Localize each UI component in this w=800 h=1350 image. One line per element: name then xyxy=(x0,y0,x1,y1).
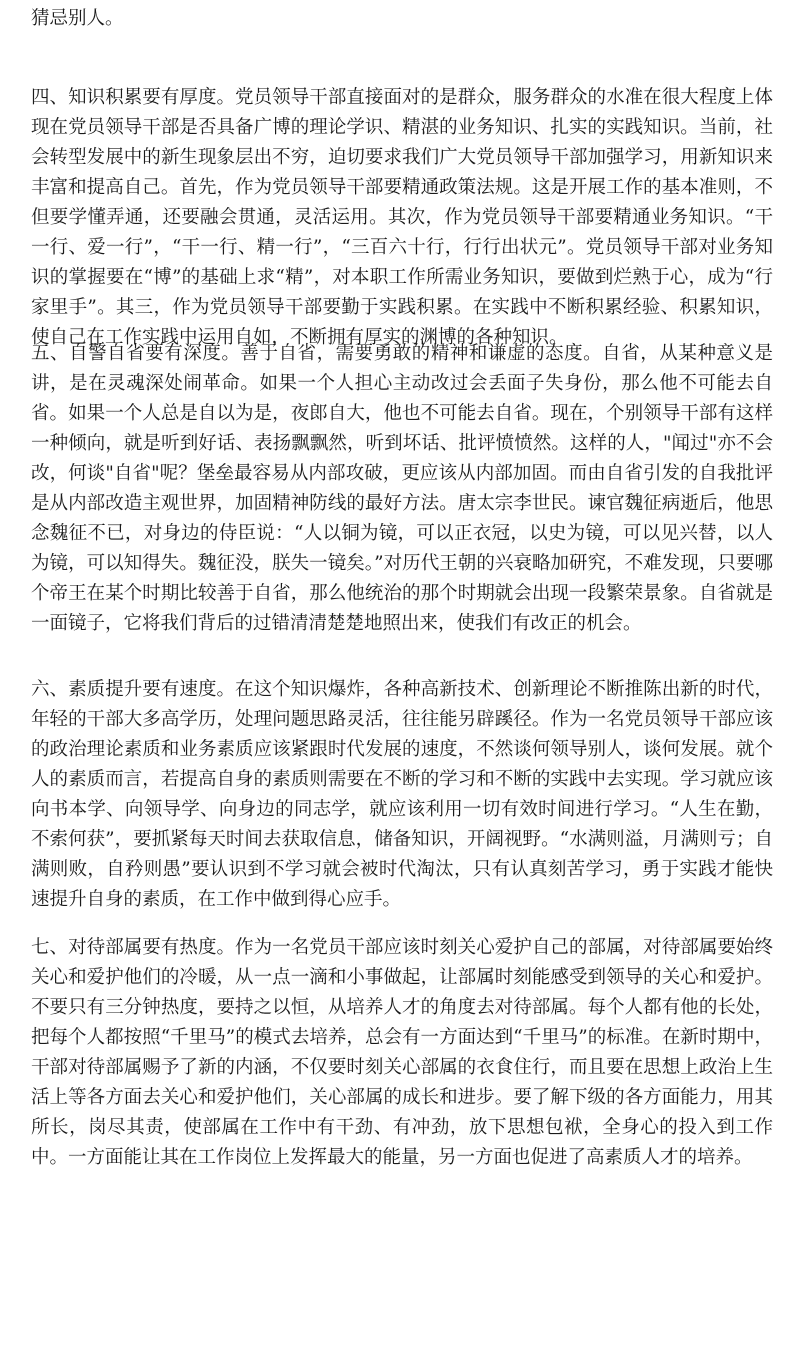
paragraph-7-subordinates: 七、对待部属要有热度。作为一名党员干部应该时刻关心爱护自己的部属，对待部属要始终关心和爱护他们的冷暖，从一点一滴和小事做起，让部属时刻能感受到领导的关心和爱护。不要只有三分钟热度，要持之以恒，从培养人才的角度去对待部属。每个人都有他的长处，把每个人都按照“千里马”的模式去培养，总会有一方面达到“千里马”的标准。在新时期中，干部对待部属赐予了新的内涵，不仅要时刻关心部属的衣食住行，而且要在思想上政治上生活上等各方面去关心和爱护他们，关心部属的成长和进步。要了解下级的各方面能力，用其所长，岗尽其责，使部属在工作中有干劲、有冲劲，放下思想包袱，全身心的投入到工作中。一方面能让其在工作岗位上发挥最大的能量，另一方面也促进了高素质人才的培养。 xyxy=(31,937,773,1168)
paragraph-4-knowledge: 四、知识积累要有厚度。党员领导干部直接面对的是群众，服务群众的水准在很大程度上体现在党员领导干部是否具备广博的理论学识、精湛的业务知识、扎实的实践知识。当前，社会转型发展中的新生现象层出不穷，迫切要求我们广大党员领导干部加强学习，用新知识来丰富和提高自己。首先，作为党员领导干部要精通政策法规。这是开展工作的基本准则，不但要学懂弄通，还要融会贯通，灵活运用。其次，作为党员领导干部要精通业务知识。“干一行、爱一行”，“干一行、精一行”，“三百六十行，行行出状元”。党员领导干部对业务知识的掌握要在“博”的基础上求“精”，对本职工作所需业务知识，要做到烂熟于心，成为“行家里手”。其三，作为党员领导干部要勤于实践积累。在实践中不断积累经验、积累知识，使自己在工作实践中运用自如，不断拥有厚实的渊博的各种知识。 xyxy=(31,87,773,348)
lead-fragment: 猜忌别人。 xyxy=(31,8,124,29)
paragraph-6-quality: 六、素质提升要有速度。在这个知识爆炸，各种高新技术、创新理论不断推陈出新的时代，年轻的干部大多高学历，处理问题思路灵活，往往能另辟蹊径。作为一名党员领导干部应该的政治理论素质和业务素质应该紧跟时代发展的速度，不然谈何领导别人，谈何发展。就个人的素质而言，若提高自身的素质则需要在不断的学习和不断的实践中去实现。学习就应该向书本学、向领导学、向身边的同志学，就应该利用一切有效时间进行学习。“人生在勤，不索何获”，要抓紧每天时间去获取信息，储备知识，开阔视野。“水满则溢，月满则亏；自满则败，自矜则愚”要认识到不学习就会被时代淘汰，只有认真刻苦学习，勇于实践才能快速提升自身的素质，在工作中做到得心应手。 xyxy=(31,679,773,910)
paragraph-5-self-reflection: 五、自警自省要有深度。善于自省，需要勇敢的精神和谦虚的态度。自省，从某种意义是讲，是在灵魂深处闹革命。如果一个人担心主动改过会丢面子失身份，那么他不可能去自省。如果一个人总是自以为是，夜郎自大，他也不可能去自省。现在，个别领导干部有这样一种倾向，就是听到好话、表扬飘飘然，听到坏话、批评愤愤然。这样的人，"闻过"亦不会改，何谈"自省"呢？堡垒最容易从内部攻破，更应该从内部加固。而由自省引发的自我批评是从内部改造主观世界，加固精神防线的最好方法。唐太宗李世民。谏官魏征病逝后，他思念魏征不已，对身边的侍臣说：“人以铜为镜，可以正衣冠，以史为镜，可以见兴替，以人为镜，可以知得失。魏征没，朕失一镜矣。”对历代王朝的兴衰略加研究，不难发现，只要哪个帝王在某个时期比较善于自省，那么他统治的那个时期就会出现一段繁荣景象。自省就是一面镜子，它将我们背后的过错清清楚楚地照出来，使我们有改正的机会。 xyxy=(31,343,773,634)
